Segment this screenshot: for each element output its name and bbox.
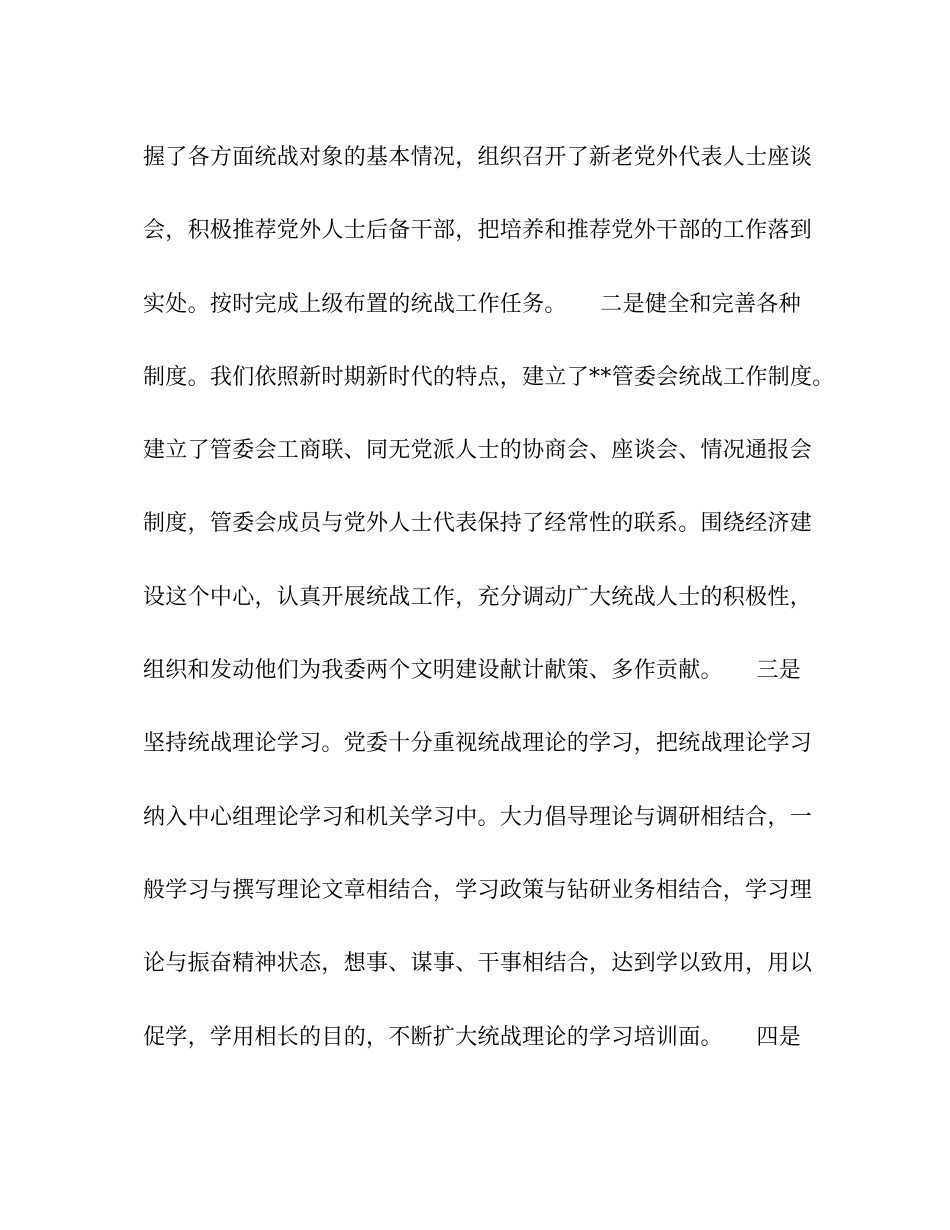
text-line: 握了各方面统战对象的基本情况，组织召开了新老党外代表人士座谈 — [143, 145, 813, 170]
text-line: 实处。按时完成上级布置的统战工作任务。 二是健全和完善各种 — [143, 291, 802, 317]
text-line: 论与振奋精神状态，想事、谋事、干事相结合，达到学以致用，用以 — [143, 951, 813, 977]
text-line: 般学习与撰写理论文章相结合，学习政策与钻研业务相结合，学习理 — [143, 877, 813, 903]
text-line: 促学，学用相长的目的，不断扩大统战理论的学习培训面。 四是 — [143, 1024, 802, 1050]
body-text — [143, 140, 835, 1093]
text-line: 坚持统战理论学习。党委十分重视统战理论的学习，把统战理论学习 — [143, 731, 813, 757]
text-line: 组织和发动他们为我委两个文明建设献计献策、多作贡献。 三是 — [143, 658, 802, 684]
text-line: 制度，管委会成员与党外人士代表保持了经常性的联系。围绕经济建 — [143, 511, 813, 537]
text-line: 建立了管委会工商联、同无党派人士的协商会、座谈会、情况通报会 — [143, 438, 813, 464]
text-line: 纳入中心组理论学习和机关学习中。大力倡导理论与调研相结合，一 — [143, 804, 813, 830]
text-line: 制度。我们依照新时期新时代的特点，建立了**管委会统战工作制度。 — [143, 364, 835, 390]
text-line: 会，积极推荐党外人士后备干部，把培养和推荐党外干部的工作落到 — [143, 218, 813, 244]
text-line: 设这个中心，认真开展统战工作，充分调动广大统战人士的积极性， — [143, 584, 813, 610]
